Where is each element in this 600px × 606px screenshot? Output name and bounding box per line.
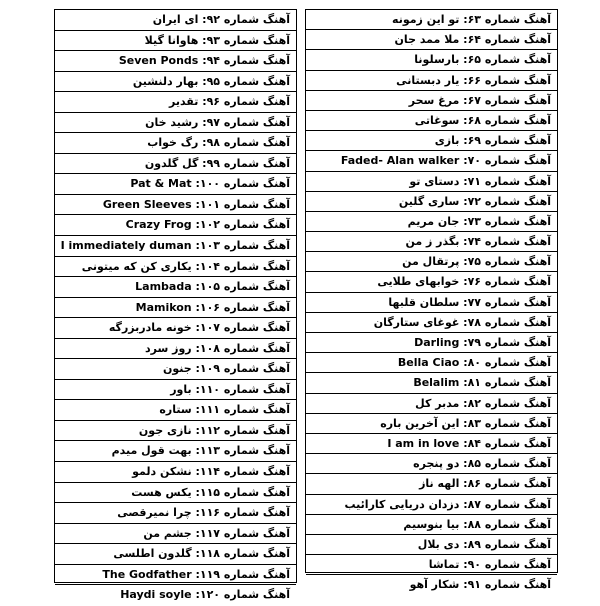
song-row: آهنگ شماره ۸۲: مدبر کل xyxy=(306,394,557,414)
song-row: آهنگ شماره ۱۱۷: جشم من xyxy=(55,524,296,545)
song-row: آهنگ شماره ۹۹: گل گلدون xyxy=(55,154,296,175)
song-row: آهنگ شماره ۱۲۰: Haydi soyle xyxy=(120,588,290,602)
song-row: آهنگ شماره ۱۰۷: خونه مادربزرگه xyxy=(55,318,296,339)
song-row: آهنگ شماره ۷۱: دستای تو xyxy=(306,172,557,192)
song-row: آهنگ شماره ۱۱۰: باور xyxy=(55,380,296,401)
song-row: آهنگ شماره ۱۱۵: یکس هست xyxy=(55,483,296,504)
song-row: آهنگ شماره ۱۰۸: روز سرد xyxy=(55,339,296,360)
song-row: آهنگ شماره ۷۶: خوابهای طلایی xyxy=(306,272,557,292)
song-row: آهنگ شماره ۸۳: این آخرین باره xyxy=(306,414,557,434)
song-row: آهنگ شماره ۱۰۲: Crazy Frog xyxy=(55,215,296,236)
song-row: آهنگ شماره ۶۹: بازی xyxy=(306,131,557,151)
song-row: آهنگ شماره ۹۱: شکار آهو xyxy=(409,578,551,592)
song-row: آهنگ شماره ۱۱۱: ستاره xyxy=(55,400,296,421)
song-row: آهنگ شماره ۸۶: الهه ناز xyxy=(306,474,557,494)
song-row: آهنگ شماره ۶۵: بارسلونا xyxy=(306,50,557,70)
song-row: آهنگ شماره ۷۰: Faded- Alan walker xyxy=(306,151,557,171)
song-row: آهنگ شماره ۹۳: هاوانا گیلا xyxy=(55,31,296,52)
song-row: آهنگ شماره ۱۰۰: Pat & Mat xyxy=(55,174,296,195)
song-row: آهنگ شماره ۹۵: بهار دلنشین xyxy=(55,72,296,93)
song-row: آهنگ شماره ۱۱۸: گلدون اطلسی xyxy=(55,544,296,565)
song-row: آهنگ شماره ۱۱۴: نشکن دلمو xyxy=(55,462,296,483)
song-row: آهنگ شماره ۸۸: بیا بنوسیم xyxy=(306,515,557,535)
song-row: آهنگ شماره ۱۰۴: یکاری کن که میتونی xyxy=(55,257,296,278)
song-row: آهنگ شماره ۶۴: ملا ممد جان xyxy=(306,30,557,50)
song-row: آهنگ شماره ۷۳: جان مریم xyxy=(306,212,557,232)
song-row: آهنگ شماره ۶۷: مرغ سحر xyxy=(306,91,557,111)
song-list-right-column xyxy=(305,9,558,592)
song-row: آهنگ شماره ۸۷: دزدان دریایی کارائیب xyxy=(306,495,557,515)
song-row: آهنگ شماره ۷۴: بگذر ز من xyxy=(306,232,557,252)
song-row: آهنگ شماره ۹۸: رگ خواب xyxy=(55,133,296,154)
song-row: آهنگ شماره ۸۹: دی بلال xyxy=(306,535,557,555)
song-row: آهنگ شماره ۶۸: سوغاتی xyxy=(306,111,557,131)
song-row: آهنگ شماره ۸۰: Bella Ciao xyxy=(306,353,557,373)
song-row: آهنگ شماره ۱۱۶: چرا نمیرقصی xyxy=(55,503,296,524)
song-row: آهنگ شماره ۹۷: رشید خان xyxy=(55,113,296,134)
song-row: آهنگ شماره ۹۴: Seven Ponds xyxy=(55,51,296,72)
song-row: آهنگ شماره ۱۱۲: نازی جون xyxy=(55,421,296,442)
song-row: آهنگ شماره ۱۱۳: بهت قول میدم xyxy=(55,441,296,462)
song-row: آهنگ شماره ۱۰۵: Lambada xyxy=(55,277,296,298)
song-row: آهنگ شماره ۷۹: Darling xyxy=(306,333,557,353)
song-row: آهنگ شماره ۹۲: ای ایران xyxy=(55,10,296,31)
song-list-left-column xyxy=(54,9,297,602)
song-row: آهنگ شماره ۷۲: ساری گلین xyxy=(306,192,557,212)
song-row: آهنگ شماره ۸۴: I am in love xyxy=(306,434,557,454)
song-row: آهنگ شماره ۱۱۹: The Godfather xyxy=(55,565,296,586)
song-row: آهنگ شماره ۱۰۳: I immediately duman xyxy=(55,236,296,257)
song-row: آهنگ شماره ۷۸: غوغای ستارگان xyxy=(306,313,557,333)
song-row: آهنگ شماره ۶۳: تو این زمونه xyxy=(306,10,557,30)
song-row: آهنگ شماره ۶۶: یار دبستانی xyxy=(306,71,557,91)
song-row: آهنگ شماره ۱۰۹: جنون xyxy=(55,359,296,380)
song-row: آهنگ شماره ۷۷: سلطان قلبها xyxy=(306,293,557,313)
song-row: آهنگ شماره ۹۶: تقدیر xyxy=(55,92,296,113)
song-row: آهنگ شماره ۷۵: پرتقال من xyxy=(306,252,557,272)
song-row: آهنگ شماره ۸۱: Belalim xyxy=(306,373,557,393)
song-row: آهنگ شماره ۱۰۶: Mamikon xyxy=(55,298,296,319)
song-row: آهنگ شماره ۹۰: تماشا xyxy=(306,555,557,575)
song-row: آهنگ شماره ۱۰۱: Green Sleeves xyxy=(55,195,296,216)
song-row: آهنگ شماره ۸۵: دو پنجره xyxy=(306,454,557,474)
